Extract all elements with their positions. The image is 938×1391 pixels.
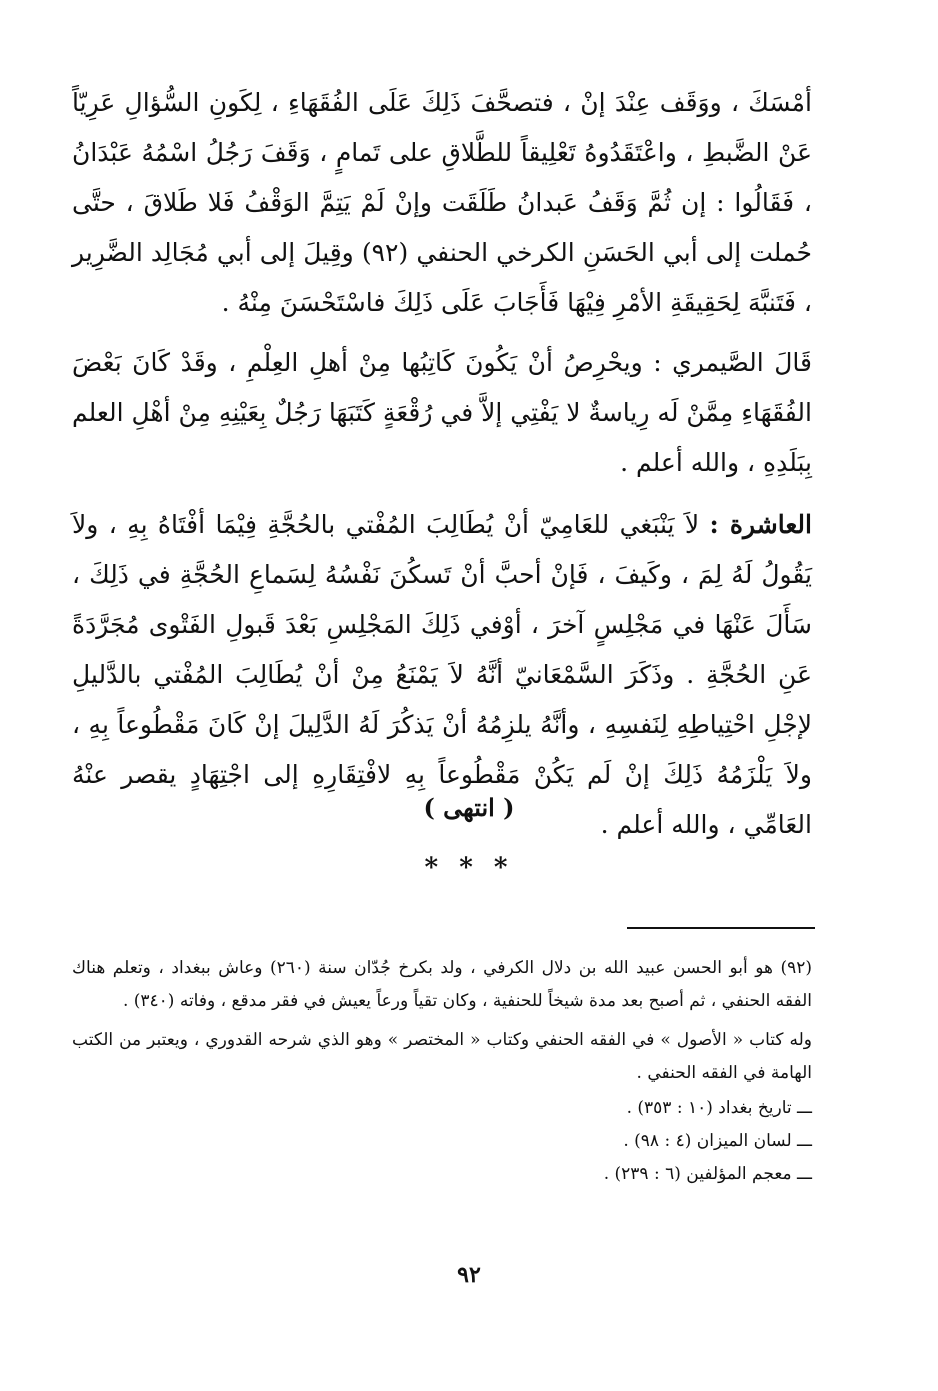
end-title: ( انتهى ) <box>423 793 515 822</box>
footnote-92: (٩٢) هو أبو الحسن عبيد الله بن دلال الكرفي ، ولد بكرخ جُدّان سنة (٢٦٠) وعاش ببغداد ، وتعلم هناك الفقه الحنفي ، ثم أصبح بعد مدة شيخاً للحنفية ، وكان تقياً ورعاً يعيش في فقر مدقع ، وفاته (٣٤٠) . <box>72 958 812 1011</box>
reference-item: ـــ لسان الميزان (٤ : ٩٨) . <box>623 1131 812 1151</box>
footnote-rule <box>627 927 815 929</box>
footnote-references <box>72 1092 812 1191</box>
paragraph-3-heading: العاشرة : <box>709 510 812 539</box>
reference-item: ـــ معجم المؤلفين (٦ : ٢٣٩) . <box>603 1164 812 1184</box>
paragraph-3-text: لاَ يَنْبَغي للعَامِيّ أنْ يُطَالِبَ المُفْتي بالحُجَّةِ فِيْمَا أفْتَاهُ بِهِ ، ولاَ يَقُولُ لَهُ لِمَ ، وكَيفَ ، فَإنْ أحبَّ أنْ تَسكُنَ نَفْسُهُ لِسَماعِ الحُجَّةِ في ذَلِكَ ، سَأَلَ عَنْهَا في مَجْلِسٍ آخرَ ، أوْفي ذَلِكَ المَجْلِسِ بَعْدَ قَبولِ الفَتْوى مُجَرَّدَةً عَنِ الحُجَّةِ . وذَكَرَ السَّمْعَانيّ أنَّهُ لاَ يَمْنَعُ مِنْ أنْ يُطَالِبَ المُفْتي بالدَّليلِ لإجْلِ احْتِياطِهِ لِنَفسِهِ ، وأنَّهُ يلزِمُهُ أنْ يَذكُرَ لَهُ الدَّلِيلَ إنْ كَانَ مَقْطُوعاً بِهِ ، ولاَ يَلْزَمُهُ ذَلِكَ إنْ لَم يَكُنْ مَقْطُوعاً بِهِ لافْتِقَارِهِ إلى اجْتِهَادٍ يقصر عنْهُ العَامِّي ، والله أعلم . <box>72 510 812 839</box>
footnotes <box>72 952 812 1191</box>
paragraph-2: قَالَ الصَّيمري : ويحْرِصُ أنْ يَكُونَ كَاتِبُها مِنْ أهلِ العِلْمِ ، وقَدْ كَانَ بَعْضَ الفُقَهَاءِ مِمَّنْ لَه رِياسةٌ لا يَفْتِي إلاَّ في رُقْعَةٍ كَتَبَهَا رَجُلٌ بِعَيْنِهِ مِنْ أهْلِ العلم بِبَلَدِهِ ، والله أعلم . <box>72 348 812 477</box>
section-separator: * * * <box>424 853 514 883</box>
main-text <box>72 78 812 850</box>
reference-item: ـــ تاريخ بغداد (١٠ : ٣٥٣) . <box>626 1098 812 1118</box>
paragraph-1: أمْسَكَ ، ووَقَف عِنْدَ إنْ ، فتصحَّفَ ذَلِكَ عَلَى الفُقَهَاءِ ، لِكَونِ السُّؤالِ عَرِيّاً عَنْ الضَّبطِ ، واعْتَقَدُوهُ تَعْلِيقاً للطَّلاقِ على تَمامٍ ، وَقَفَ رَجُلُ اسْمُهُ عَبْدَانُ ، فَقَالُوا : إن ثُمَّ وَقَفُ عَبدانُ طَلَقَت وإنْ لَمْ يَتِمَّ الوَقْفُ فَلا طَلاقَ ، حتَّى حُملت إلى أبي الحَسَنِ الكرخي الحنفي (٩٢) وقِيلَ إلى أبي مُجَالِد الضَّرِير ، فَتَنبَّهَ لِحَقِيقَةِ الأمْرِ فِيْهَا فَأَجَابَ عَلَى ذَلِكَ فاسْتَحْسَنَ مِنْهُ . <box>72 88 812 317</box>
footnote-books: وله كتاب « الأصول » في الفقه الحنفي وكتاب « المختصر » وهو الذي شرحه القدوري ، ويعتبر من الكتب الهامة في الفقه الحنفي . <box>72 1030 812 1083</box>
page-number: ٩٢ <box>457 1262 481 1288</box>
